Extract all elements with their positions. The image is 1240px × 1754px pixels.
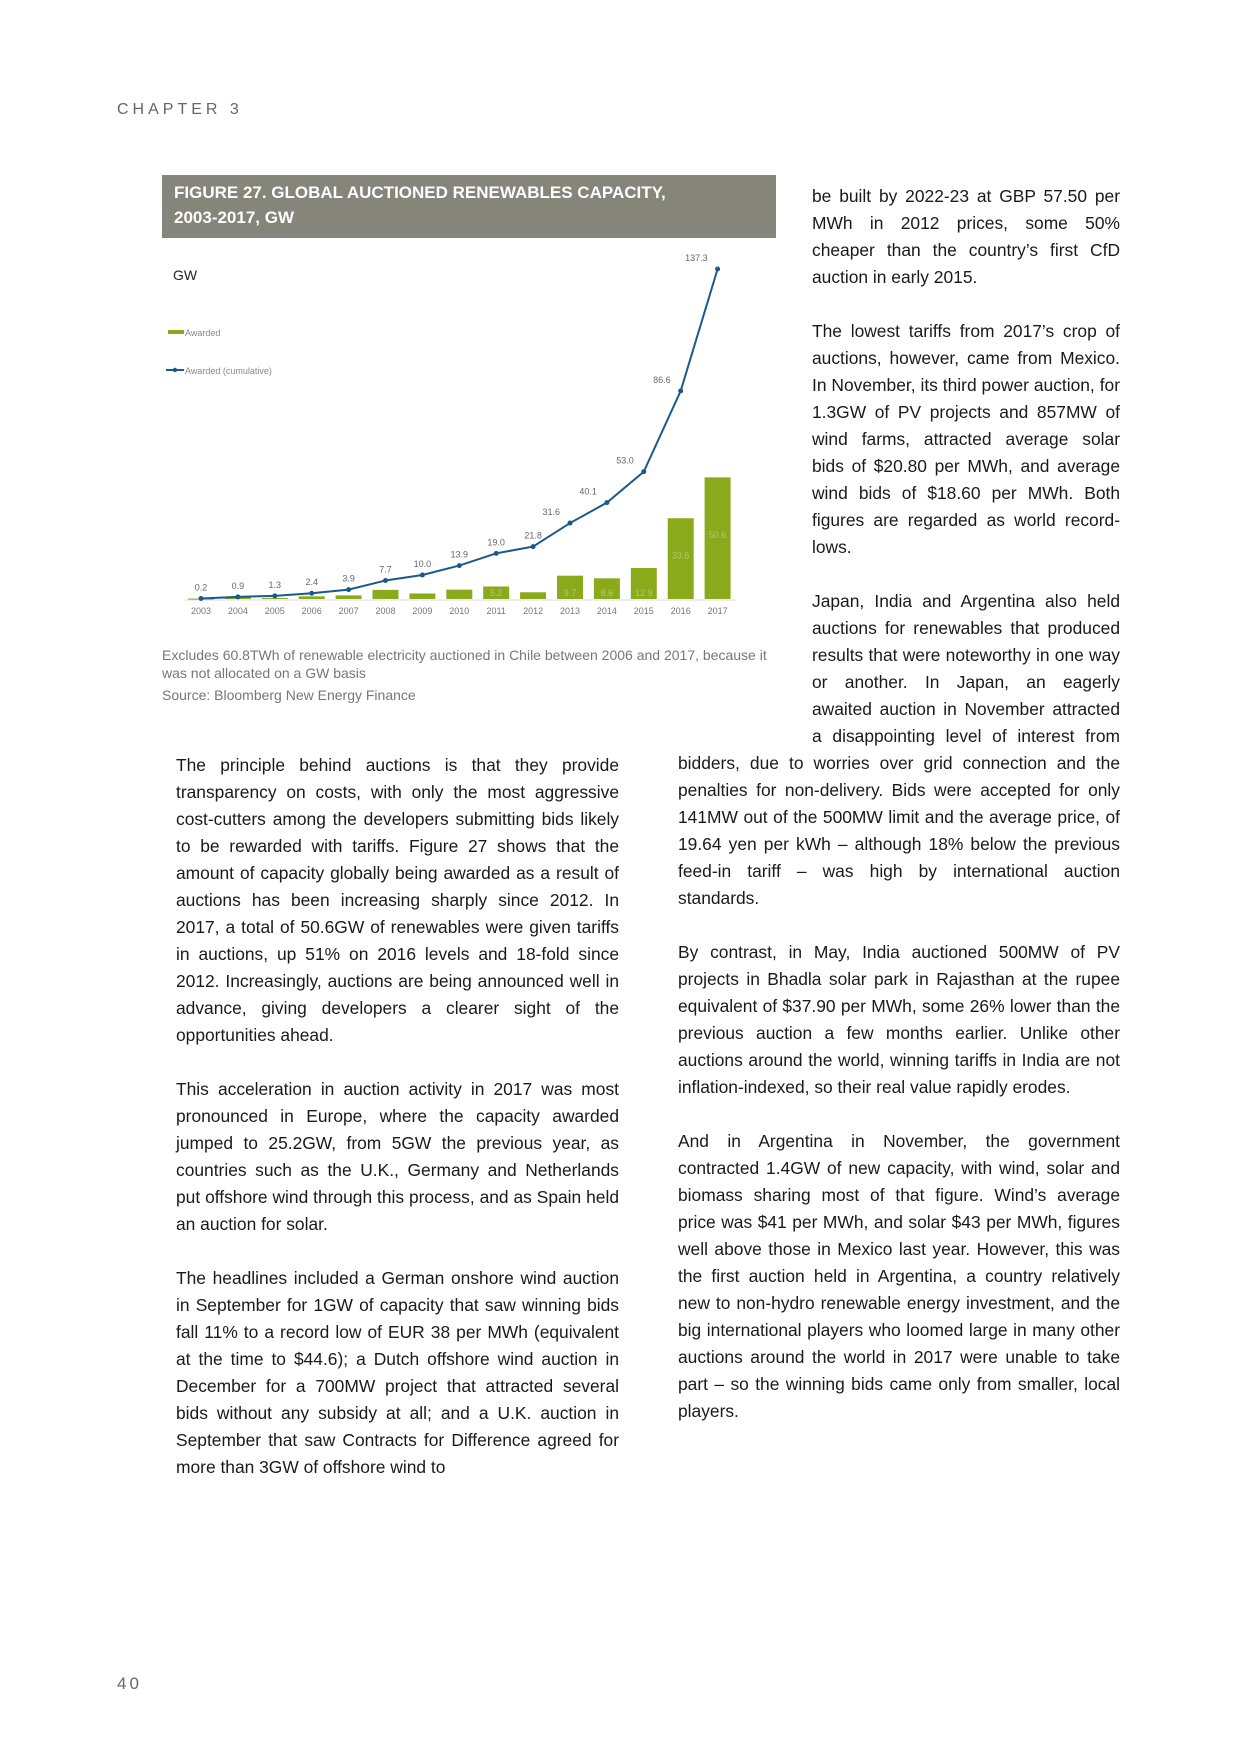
line-point bbox=[457, 563, 462, 568]
x-tick-label: 2016 bbox=[670, 606, 691, 616]
line-point bbox=[309, 591, 314, 596]
line-data-label: 2.4 bbox=[305, 577, 318, 588]
bar-data-label: 12.9 bbox=[635, 588, 653, 598]
line-point bbox=[383, 578, 388, 583]
line-data-label: 1.3 bbox=[268, 579, 282, 590]
x-tick-label: 2010 bbox=[449, 606, 470, 616]
line-point bbox=[604, 500, 609, 505]
x-tick-label: 2008 bbox=[375, 606, 396, 616]
legend-label-awarded: Awarded bbox=[185, 328, 221, 338]
line-data-label: 31.6 bbox=[542, 507, 560, 518]
line-data-label: 19.0 bbox=[487, 537, 505, 548]
line-point bbox=[568, 521, 573, 526]
line-point bbox=[199, 596, 204, 601]
paragraph: By contrast, in May, India auctioned 500MW of PV projects in Bhadla solar park in Rajasthan at the rupee equivalent of $37.90 per MWh, some 26% lower than the previous auction a few months earlier. Unlike other auctions around the world, winning tariffs in India are not inflation-indexed, so their real value rapidly erodes. bbox=[678, 942, 1120, 1097]
line-point bbox=[420, 572, 425, 577]
line-data-label: 13.9 bbox=[450, 549, 469, 560]
paragraph: be built by 2022-23 at GBP 57.50 per MWh in 2012 prices, some 50% cheaper than the country’s first CfD auction in early 2015. bbox=[812, 186, 1120, 287]
bar-awarded bbox=[336, 595, 362, 599]
x-tick-label: 2014 bbox=[596, 606, 617, 616]
line-data-label: 137.3 bbox=[685, 253, 708, 263]
figure-note: Excludes 60.8TWh of renewable electricity auctioned in Chile between 2006 and 2017, because it was not allocated on a GW basis bbox=[162, 647, 767, 681]
chapter-label: CHAPTER 3 bbox=[117, 101, 243, 118]
paragraph: The headlines included a German onshore wind auction in September for 1GW of capacity that saw winning bids fall 11% to a record low of EUR 38 per MWh (equivalent at the time to $44.6); a Dutch offshore wind auction in December for a 700MW project that attracted several bids without any subsidy at all; and a U.K. auction in September that saw Contracts for Difference agreed for more than 3GW of offshore wind to bbox=[176, 1268, 619, 1477]
bar-awarded bbox=[409, 593, 435, 599]
paragraph: The lowest tariffs from 2017’s crop of auctions, however, came from Mexico. In November, its third power auction, for 1.3GW of PV projects and 857MW of wind farms, attracted average solar bids of $20.80 per MWh, and average wind bids of $18.60 per MWh. Both figures are regarded as world record-lows. bbox=[812, 321, 1120, 557]
line-data-label: 3.9 bbox=[342, 573, 355, 584]
line-data-label: 86.6 bbox=[653, 374, 671, 385]
x-tick-label: 2009 bbox=[412, 606, 433, 616]
figure-source: Source: Bloomberg New Energy Finance bbox=[162, 687, 416, 703]
bar-data-label: 5.2 bbox=[489, 588, 503, 598]
bar-awarded bbox=[299, 596, 325, 599]
x-tick-label: 2017 bbox=[707, 606, 728, 616]
line-point bbox=[531, 544, 536, 549]
left-column bbox=[176, 752, 619, 1508]
figure-title-line2: 2003-2017, GW bbox=[174, 208, 295, 227]
line-point bbox=[494, 551, 499, 556]
line-data-label: 53.0 bbox=[616, 455, 634, 466]
line-data-label: 21.8 bbox=[524, 530, 542, 541]
x-tick-label: 2013 bbox=[559, 606, 581, 616]
line-point bbox=[346, 587, 351, 592]
x-tick-label: 2005 bbox=[264, 606, 285, 616]
legend-label-cumulative: Awarded (cumulative) bbox=[185, 366, 272, 376]
y-axis-label: GW bbox=[173, 267, 198, 283]
right-column bbox=[678, 183, 1120, 1452]
line-data-label: 10.0 bbox=[413, 558, 432, 569]
x-tick-label: 2015 bbox=[633, 606, 654, 616]
line-point bbox=[641, 469, 646, 474]
bar-data-label: 50.6 bbox=[708, 530, 727, 541]
paragraph: Japan, India and Argentina also held auctions for renewables that produced results that were noteworthy in one way or another. In Japan, an eagerly awaited auction in November attracted a disappointing level of interest from bidders, due to worries over grid connection and the penalties for non-delivery. Bids were accepted for only 141MW out of the 500MW limit and the average price, of 19.64 yen per kWh – although 18% below the previous feed-in tariff – was high by international auction standards. bbox=[678, 591, 1120, 908]
bar-awarded bbox=[373, 590, 399, 599]
line-point bbox=[235, 594, 240, 599]
line-point bbox=[272, 593, 277, 598]
page-number: 40 bbox=[117, 1674, 142, 1693]
paragraph: This acceleration in auction activity in 2017 was most pronounced in Europe, where the capacity awarded jumped to 25.2GW, from 5GW the previous year, as countries such as the U.K., Germany and Netherlands put offshore wind through this process, and as Spain held an auction for solar. bbox=[176, 1079, 619, 1234]
x-tick-label: 2006 bbox=[301, 606, 322, 616]
x-tick-label: 2007 bbox=[338, 606, 359, 616]
line-data-label: 40.1 bbox=[579, 486, 597, 497]
line-data-label: 0.9 bbox=[231, 580, 245, 591]
x-tick-label: 2004 bbox=[227, 606, 248, 616]
bar-data-label: 33.6 bbox=[671, 550, 690, 561]
paragraph: The principle behind auctions is that they provide transparency on costs, with only the most aggressive cost-cutters among the developers submitting bids likely to be rewarded with tariffs. Figure 27 shows that the amount of capacity globally being awarded as a result of auctions has been increasing sharply since 2012. In 2017, a total of 50.6GW of renewables were given tariffs in auctions, up 51% on 2016 levels and 18-fold since 2012. Increasingly, auctions are being announced well in advance, giving developers a clearer sight of the opportunities ahead. bbox=[176, 755, 619, 1045]
legend-swatch-awarded bbox=[168, 330, 184, 334]
x-tick-label: 2011 bbox=[486, 606, 506, 616]
x-tick-label: 2003 bbox=[190, 606, 212, 616]
bar-awarded bbox=[520, 592, 546, 599]
bar-data-label: 9.7 bbox=[563, 588, 577, 598]
bar-data-label: 8.6 bbox=[600, 588, 614, 598]
line-data-label: 0.2 bbox=[194, 582, 208, 593]
line-data-label: 7.7 bbox=[379, 564, 392, 575]
column-wrap-spacer bbox=[678, 183, 812, 750]
figure-title-line1: FIGURE 27. GLOBAL AUCTIONED RENEWABLES CAPACITY, bbox=[174, 183, 666, 202]
legend-marker-cumulative bbox=[173, 368, 177, 372]
x-tick-label: 2012 bbox=[523, 606, 544, 616]
paragraph: And in Argentina in November, the government contracted 1.4GW of new capacity, with wind, solar and biomass sharing most of that figure. Wind’s average price was $41 per MWh, and solar $43 per MWh, figures well above those in Mexico last year. However, this was the first auction held in Argentina, a country relatively new to non-hydro renewable energy investment, and the big international players who loomed large in many other auctions around the world in 2017 were unable to take part – so the winning bids came only from smaller, local players. bbox=[678, 1131, 1120, 1421]
bar-awarded bbox=[446, 590, 472, 599]
